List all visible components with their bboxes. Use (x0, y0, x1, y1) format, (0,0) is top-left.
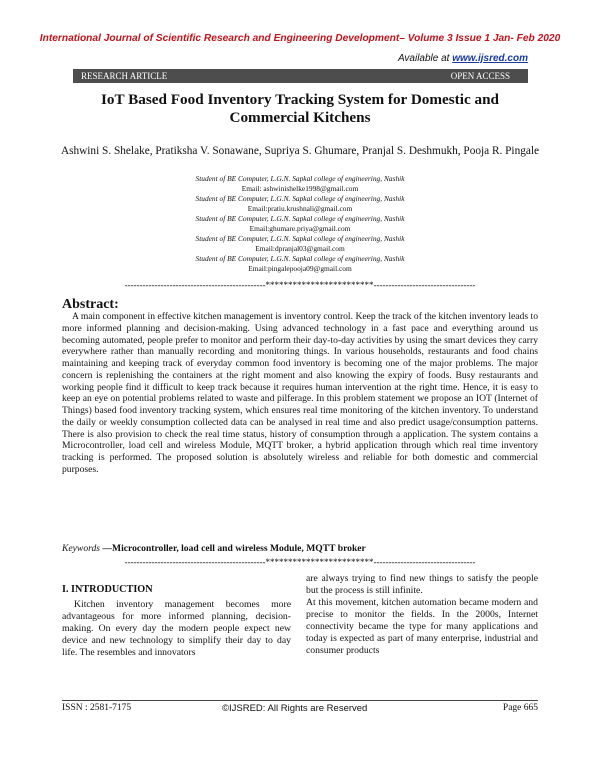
keywords-label: Keywords (62, 543, 101, 554)
intro-left-column: Kitchen inventory management becomes more advantageous for more informed planning, decision-making. On every day the modern people expect new device and new technology to simplify their day to day life. The resembles and innovators (62, 599, 291, 658)
intro-right-paragraph: are always trying to find new things to satisfy the people but the process is still infinite. (306, 573, 538, 596)
affiliation-text: Student of BE Computer, L.G.N. Sapkal college of engineering, Nashik (195, 174, 405, 183)
section-heading: I. INTRODUCTION (62, 584, 153, 595)
open-access-label: OPEN ACCESS (450, 71, 510, 81)
article-type-bar (73, 69, 528, 83)
footer-copyright: ©IJSRED: All Rights are Reserved (222, 703, 368, 714)
affiliation-text: Student of BE Computer, L.G.N. Sapkal college of engineering, Nashik (195, 234, 405, 243)
paper-title: IoT Based Food Inventory Tracking System for Domestic and Commercial Kitchens (101, 91, 499, 126)
affiliation-entry (80, 174, 520, 194)
keywords-line (62, 543, 366, 554)
affiliation-entry (80, 254, 520, 274)
affiliation-entry (80, 214, 520, 234)
abstract-heading: Abstract: (62, 297, 119, 312)
footer-rule (62, 700, 538, 701)
affiliation-entry (80, 194, 520, 214)
affiliation-text: Student of BE Computer, L.G.N. Sapkal college of engineering, Nashik (195, 214, 405, 223)
affiliation-email: Email:pratiu.krushnali@gmail.com (247, 204, 353, 213)
affiliation-email: Email:ghumare.priya@gmail.com (249, 224, 351, 233)
affiliation-block (80, 174, 520, 274)
affiliation-email: Email: ashwinishelke1998@gmail.com (241, 184, 359, 193)
journal-header: International Journal of Scientific Research and Engineering Development– Volume 3 Issue 1 Jan- Feb 2020 (39, 33, 561, 44)
affiliation-text: Student of BE Computer, L.G.N. Sapkal college of engineering, Nashik (195, 194, 405, 203)
affiliation-email: Email:pingalepooja09@gmail.com (248, 264, 352, 273)
affiliation-email: Email:dpranjal03@gmail.com (255, 244, 345, 253)
intro-right-column (306, 573, 538, 657)
affiliation-entry (80, 234, 520, 254)
affiliation-text: Student of BE Computer, L.G.N. Sapkal college of engineering, Nashik (195, 254, 405, 263)
separator-line: -----------------------------------------------************************---------------------------------- (124, 557, 476, 567)
footer-page-number: Page 665 (502, 703, 538, 713)
intro-right-paragraph: At this movement, kitchen automation became modern and precise to monitor the fields. In the 2000s, Internet connectivity became the type for many applications and today is expected as part of many enterprise, industrial and consumer products (306, 597, 538, 656)
journal-link[interactable]: www.ijsred.com (452, 53, 528, 64)
separator-line: -----------------------------------------------************************---------------------------------- (124, 280, 476, 290)
footer-issn: ISSN : 2581-7175 (62, 703, 132, 713)
article-type-label: RESEARCH ARTICLE (81, 71, 168, 81)
available-prefix: Available at (397, 53, 453, 64)
author-list: Ashwini S. Shelake, Pratiksha V. Sonawane, Supriya S. Ghumare, Pranjal S. Deshmukh, Pooja R. Pingale (60, 145, 540, 157)
keywords-text: —Microcontroller, load cell and wireless Module, MQTT broker (100, 543, 366, 554)
availability-line (0, 53, 528, 64)
abstract-text: A main component in effective kitchen management is inventory control. Keep the track of the kitchen inventory leads to more informed planning and decision-making. Using advanced technology in a fast pace and everything around us becoming automated, people prefer to monitor and perform their day-to-day activities by using the smart devices they carry everywhere rather than manually recording and monitoring things. In various households, restaurants and food chains maintaining and keeping track of everyday common food inventory is becoming one of the major problems. The major concern is replenishing the containers at the right moment and also knowing the expiry of foods. Busy restaurants and working people find it difficult to keep track because it requires human intervention at the right time. Hence, it is easy to keep an eye on potential problems related to waste and pilferage. In this problem statement we propose an IOT (Internet of Things) based food inventory tracking system, which ensures real time monitoring of the kitchen inventory. To understand the daily or weekly consumption collected data can be analysed in real time and also predict usage/consumption patterns. There is also provision to check the real time status, history of consumption through a application. The system contains a Microcontroller, load cell and wireless Module, MQTT broker, a hybrid application through which real time inventory tracking is performed. The proposed solution is absolutely wireless and reliable for both domestic and commercial purposes. (62, 311, 538, 475)
